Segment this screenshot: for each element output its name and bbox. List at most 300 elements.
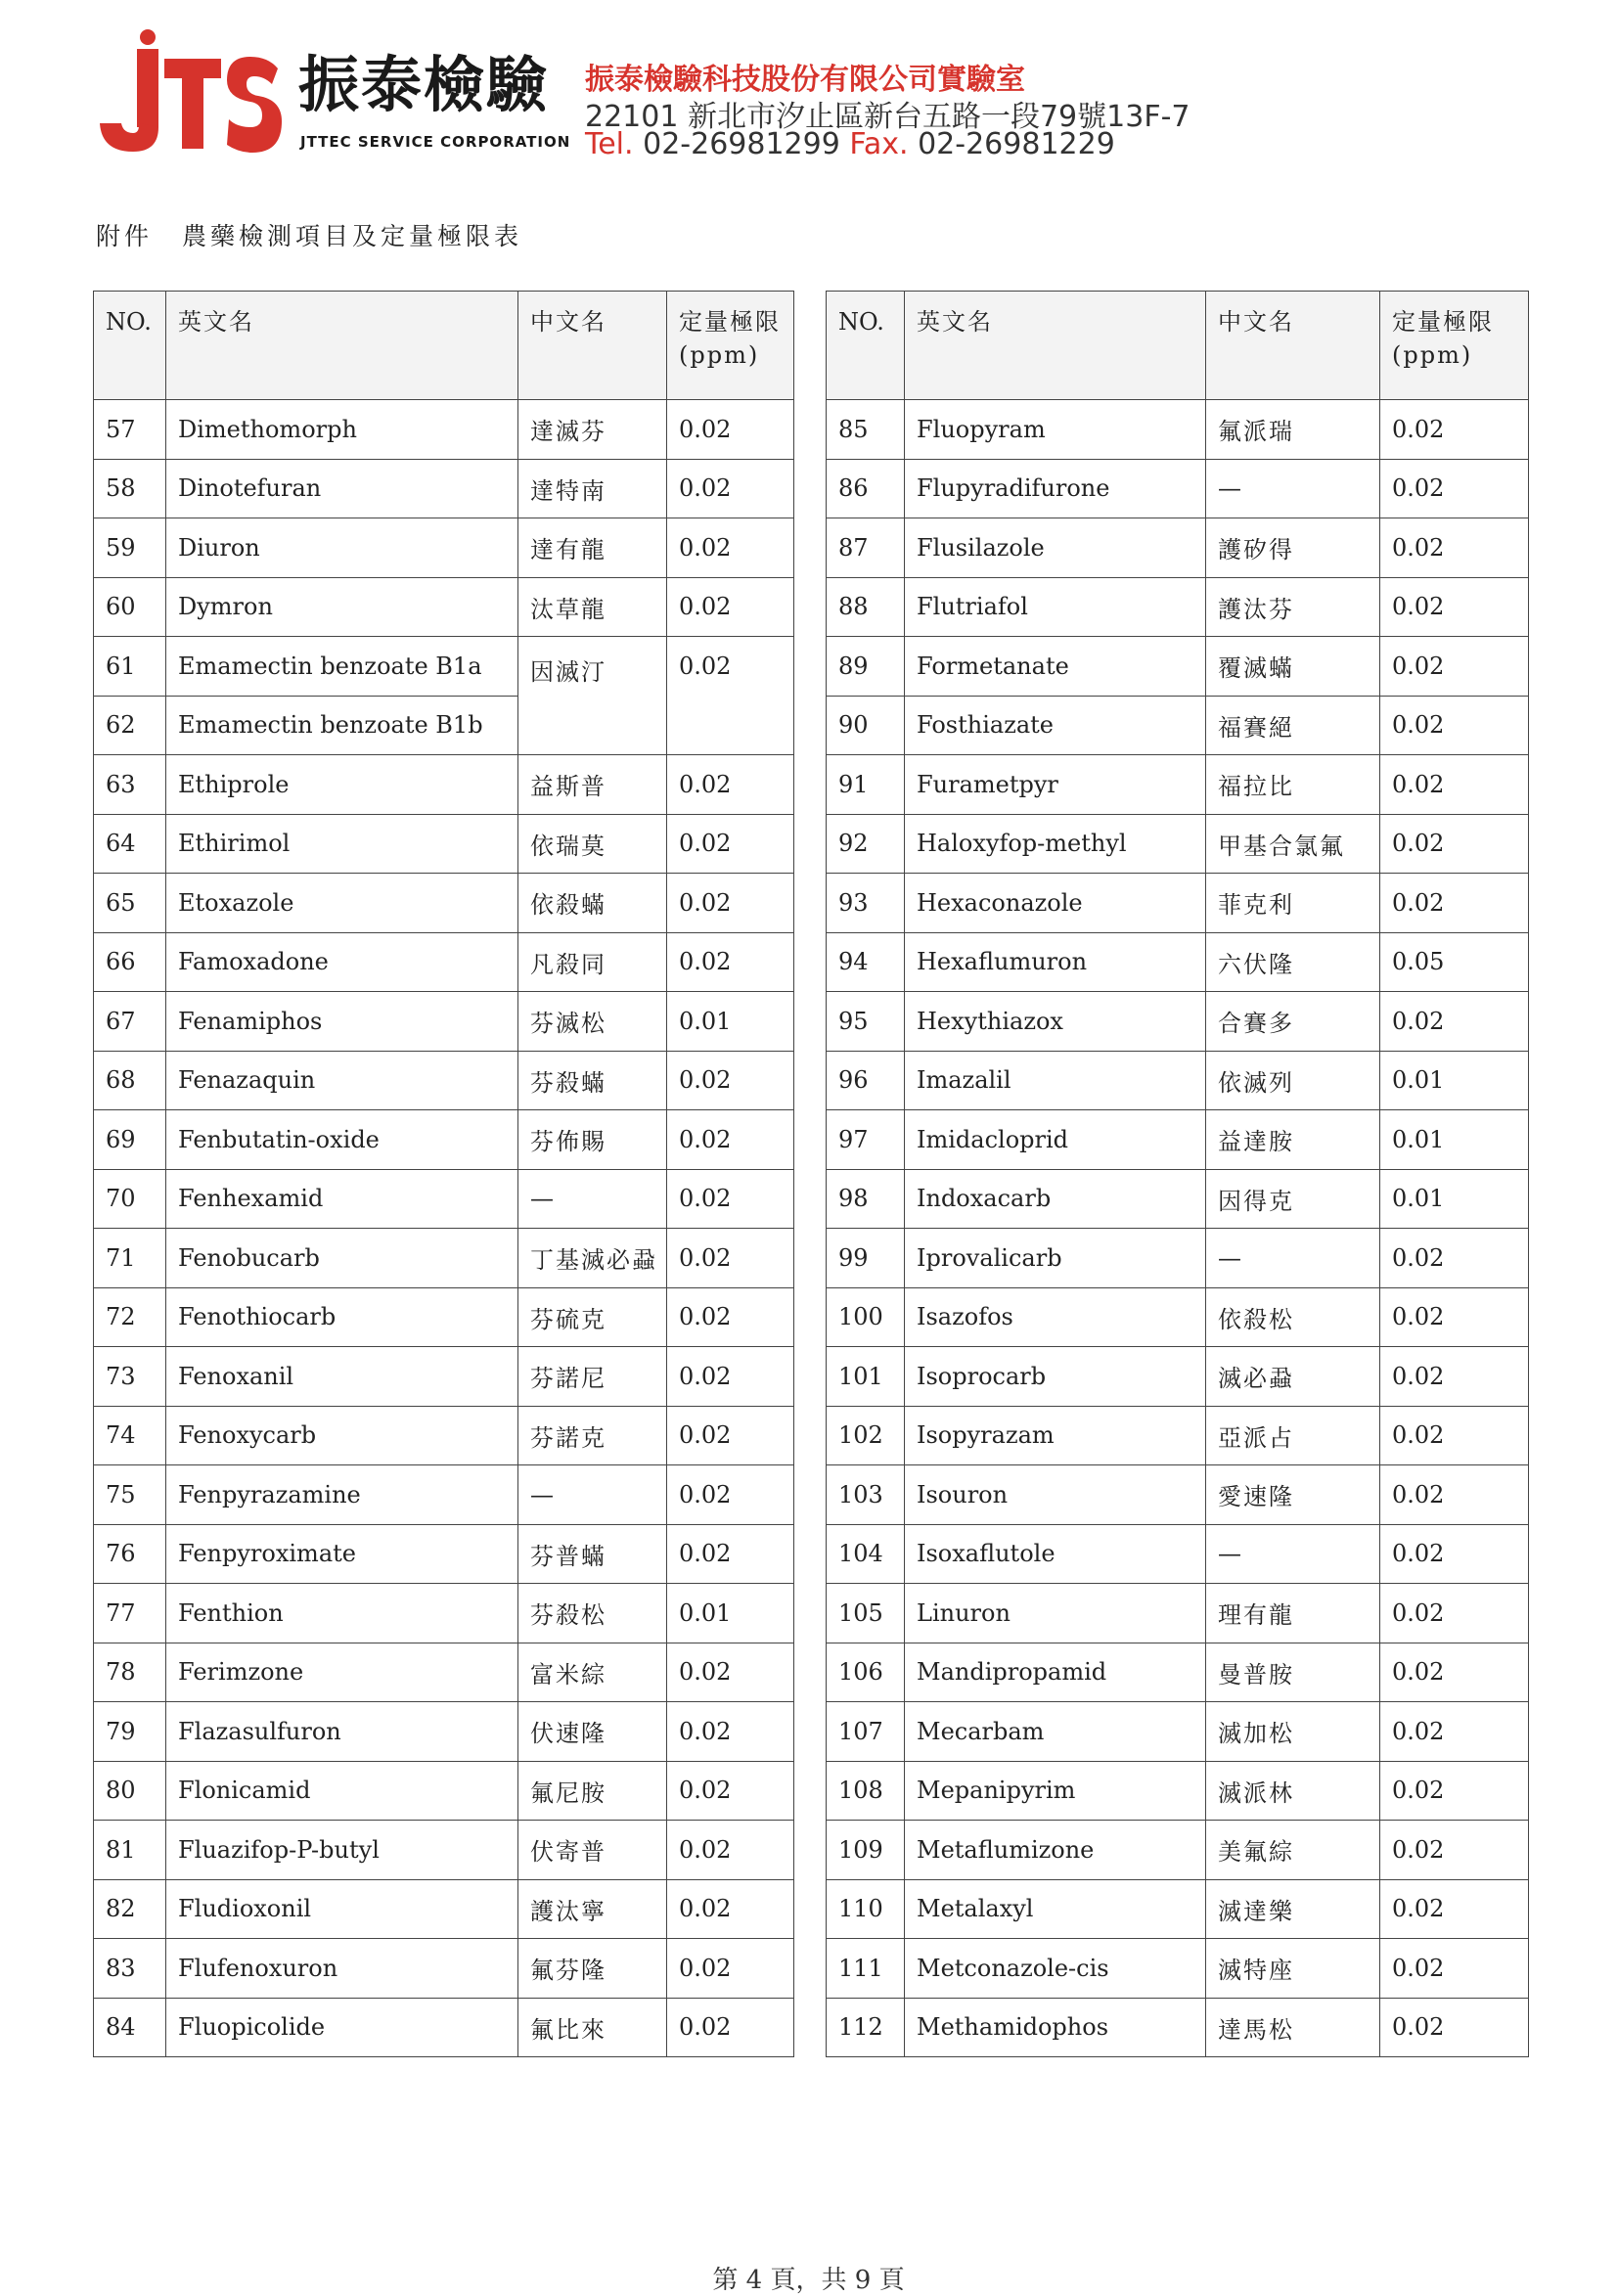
cell-quant-limit: 0.02 (1380, 577, 1529, 637)
cell-chinese-name: 依瑞莫 (518, 814, 667, 874)
table-row (827, 1879, 1529, 1939)
cell-chinese-name: 護汰芬 (1206, 577, 1380, 637)
cell-chinese-name: 凡殺同 (518, 932, 667, 992)
cell-quant-limit: 0.02 (1380, 1821, 1529, 1880)
cell-english-name: Iprovalicarb (905, 1229, 1206, 1288)
cell-english-name: Isoprocarb (905, 1347, 1206, 1407)
header-quant-limit (667, 292, 794, 400)
cell-english-name: Hexaconazole (905, 874, 1206, 933)
cell-chinese-name: 愛速隆 (1206, 1465, 1380, 1525)
table-row (827, 400, 1529, 460)
table-row (94, 1229, 794, 1288)
cell-no: 111 (827, 1939, 905, 1999)
cell-english-name: Flonicamid (166, 1761, 518, 1821)
cell-chinese-name: 氟派瑞 (1206, 400, 1380, 460)
cell-english-name: Isazofos (905, 1287, 1206, 1347)
cell-no: 84 (94, 1998, 166, 2057)
cell-no: 73 (94, 1347, 166, 1407)
cell-english-name: Fenobucarb (166, 1229, 518, 1288)
cell-english-name: Fluazifop-P-butyl (166, 1821, 518, 1880)
pesticide-table-right (826, 291, 1529, 2057)
header-limit-label: 定量極限 (679, 308, 781, 336)
cell-quant-limit: 0.01 (1380, 1110, 1529, 1170)
cell-english-name: Fenthion (166, 1584, 518, 1643)
table-row (94, 1406, 794, 1465)
cell-quant-limit: 0.02 (1380, 696, 1529, 755)
table-row (94, 1998, 794, 2057)
cell-no: 100 (827, 1287, 905, 1347)
cell-quant-limit: 0.02 (667, 1465, 794, 1525)
cell-chinese-name: 芬普蟎 (518, 1524, 667, 1584)
title-prefix: 附件 (96, 222, 154, 250)
table-row (94, 400, 794, 460)
cell-quant-limit: 0.02 (667, 1998, 794, 2057)
cell-english-name: Hexythiazox (905, 992, 1206, 1052)
cell-english-name: Ethiprole (166, 755, 518, 815)
cell-english-name: Metalaxyl (905, 1879, 1206, 1939)
cell-english-name: Dimethomorph (166, 400, 518, 460)
cell-chinese-name: 滅派林 (1206, 1761, 1380, 1821)
lab-name: 振泰檢驗科技股份有限公司實驗室 (585, 63, 1025, 97)
cell-chinese-name: 依殺松 (1206, 1287, 1380, 1347)
cell-quant-limit: 0.02 (667, 1643, 794, 1702)
pesticide-table-left (93, 291, 794, 2057)
contact-line (585, 127, 1115, 161)
cell-english-name: Isouron (905, 1465, 1206, 1525)
cell-english-name: Flutriafol (905, 577, 1206, 637)
tel-label: Tel. (585, 127, 634, 161)
cell-english-name: Famoxadone (166, 932, 518, 992)
cell-no: 102 (827, 1406, 905, 1465)
cell-chinese-name: 丁基滅必蝨 (518, 1229, 667, 1288)
table-row (827, 1821, 1529, 1880)
cell-quant-limit: 0.02 (1380, 1229, 1529, 1288)
cell-english-name: Dinotefuran (166, 459, 518, 518)
header-limit-label: 定量極限 (1392, 308, 1494, 336)
table-row (94, 1702, 794, 1762)
cell-no: 69 (94, 1110, 166, 1170)
cell-quant-limit: 0.02 (667, 1702, 794, 1762)
cell-no: 80 (94, 1761, 166, 1821)
cell-no: 61 (94, 637, 166, 697)
header-english-name: 英文名 (166, 292, 518, 400)
table-row (94, 1643, 794, 1702)
cell-english-name: Fluopicolide (166, 1998, 518, 2057)
cell-no: 108 (827, 1761, 905, 1821)
cell-quant-limit: 0.02 (667, 1879, 794, 1939)
cell-quant-limit: 0.02 (1380, 518, 1529, 578)
cell-chinese-name: 覆滅蟎 (1206, 637, 1380, 697)
cell-no: 62 (94, 696, 166, 755)
cell-chinese-name: 芬諾克 (518, 1406, 667, 1465)
cell-no: 76 (94, 1524, 166, 1584)
cell-english-name: Imazalil (905, 1051, 1206, 1110)
cell-quant-limit: 0.02 (667, 637, 794, 755)
cell-no: 83 (94, 1939, 166, 1999)
table-row (94, 1347, 794, 1407)
cell-english-name: Mandipropamid (905, 1643, 1206, 1702)
table-row (827, 1584, 1529, 1643)
cell-no: 67 (94, 992, 166, 1052)
cell-english-name: Fenamiphos (166, 992, 518, 1052)
cell-no: 99 (827, 1229, 905, 1288)
fax-label: Fax. (849, 127, 909, 161)
header-chinese-name: 中文名 (1206, 292, 1380, 400)
table-row (94, 577, 794, 637)
cell-chinese-name: 滅特座 (1206, 1939, 1380, 1999)
cell-english-name: Fludioxonil (166, 1879, 518, 1939)
table-row (94, 518, 794, 578)
cell-no: 104 (827, 1524, 905, 1584)
table-row (94, 1879, 794, 1939)
cell-quant-limit: 0.02 (667, 1761, 794, 1821)
cell-english-name: Fenhexamid (166, 1169, 518, 1229)
header-limit-unit: (ppm) (679, 341, 760, 369)
table-row (827, 932, 1529, 992)
cell-no: 87 (827, 518, 905, 578)
cell-chinese-name: 芬殺松 (518, 1584, 667, 1643)
header-quant-limit (1380, 292, 1529, 400)
cell-chinese-name: — (1206, 459, 1380, 518)
cell-no: 60 (94, 577, 166, 637)
cell-chinese-name: 依殺蟎 (518, 874, 667, 933)
cell-no: 71 (94, 1229, 166, 1288)
cell-quant-limit: 0.02 (1380, 874, 1529, 933)
cell-english-name: Emamectin benzoate B1b (166, 696, 518, 755)
cell-chinese-name: 益斯普 (518, 755, 667, 815)
table-row (827, 1465, 1529, 1525)
table-row (94, 874, 794, 933)
cell-quant-limit: 0.02 (667, 400, 794, 460)
table-row (827, 1643, 1529, 1702)
cell-no: 105 (827, 1584, 905, 1643)
cell-no: 85 (827, 400, 905, 460)
table-row (827, 1406, 1529, 1465)
cell-no: 91 (827, 755, 905, 815)
cell-chinese-name: — (518, 1169, 667, 1229)
cell-quant-limit: 0.02 (667, 1347, 794, 1407)
cell-chinese-name: 芬殺蟎 (518, 1051, 667, 1110)
header-chinese-name: 中文名 (518, 292, 667, 400)
table-row (827, 1110, 1529, 1170)
table-row (827, 1524, 1529, 1584)
cell-chinese-name: — (1206, 1524, 1380, 1584)
cell-chinese-name: 菲克利 (1206, 874, 1380, 933)
cell-chinese-name: 護汰寧 (518, 1879, 667, 1939)
table-row (827, 992, 1529, 1052)
table-row (827, 1998, 1529, 2057)
table-row (94, 1761, 794, 1821)
table-row (94, 1465, 794, 1525)
table-row (827, 577, 1529, 637)
cell-english-name: Metaflumizone (905, 1821, 1206, 1880)
table-row (94, 1169, 794, 1229)
cell-no: 90 (827, 696, 905, 755)
cell-english-name: Flazasulfuron (166, 1702, 518, 1762)
title-text: 農藥檢測項目及定量極限表 (182, 222, 523, 250)
cell-chinese-name: 美氟綜 (1206, 1821, 1380, 1880)
table-row (827, 1169, 1529, 1229)
header-no: NO. (827, 292, 905, 400)
cell-quant-limit: 0.02 (667, 1821, 794, 1880)
cell-quant-limit: 0.05 (1380, 932, 1529, 992)
cell-english-name: Flupyradifurone (905, 459, 1206, 518)
cell-english-name: Metconazole-cis (905, 1939, 1206, 1999)
cell-quant-limit: 0.02 (667, 932, 794, 992)
cell-no: 112 (827, 1998, 905, 2057)
cell-no: 65 (94, 874, 166, 933)
cell-english-name: Ethirimol (166, 814, 518, 874)
cell-english-name: Fenbutatin-oxide (166, 1110, 518, 1170)
table-header-row (827, 292, 1529, 400)
header-no: NO. (94, 292, 166, 400)
cell-no: 88 (827, 577, 905, 637)
cell-no: 98 (827, 1169, 905, 1229)
cell-chinese-name: 達滅芬 (518, 400, 667, 460)
cell-english-name: Fenothiocarb (166, 1287, 518, 1347)
cell-english-name: Fenazaquin (166, 1051, 518, 1110)
table-row (827, 874, 1529, 933)
cell-quant-limit: 0.02 (1380, 1879, 1529, 1939)
cell-no: 57 (94, 400, 166, 460)
company-name-en: JTTEC SERVICE CORPORATION (300, 133, 571, 151)
cell-chinese-name: 福賽絕 (1206, 696, 1380, 755)
table-row (827, 1702, 1529, 1762)
company-address: 22101 新北市汐止區新台五路一段79號13F-7 (585, 100, 1190, 134)
cell-no: 94 (827, 932, 905, 992)
cell-no: 79 (94, 1702, 166, 1762)
cell-english-name: Imidacloprid (905, 1110, 1206, 1170)
header-limit-unit: (ppm) (1392, 341, 1473, 369)
cell-quant-limit: 0.02 (1380, 992, 1529, 1052)
cell-quant-limit: 0.02 (1380, 637, 1529, 697)
cell-english-name: Haloxyfop-methyl (905, 814, 1206, 874)
cell-chinese-name: 理有龍 (1206, 1584, 1380, 1643)
cell-quant-limit: 0.02 (1380, 1761, 1529, 1821)
cell-chinese-name: 氟比來 (518, 1998, 667, 2057)
company-name-cn: 振泰檢驗 (298, 49, 550, 120)
cell-english-name: Fenoxycarb (166, 1406, 518, 1465)
cell-chinese-name: 滅達樂 (1206, 1879, 1380, 1939)
cell-english-name: Furametpyr (905, 755, 1206, 815)
cell-quant-limit: 0.02 (667, 1110, 794, 1170)
cell-no: 109 (827, 1821, 905, 1880)
cell-chinese-name: 達馬松 (1206, 1998, 1380, 2057)
cell-no: 66 (94, 932, 166, 992)
cell-no: 70 (94, 1169, 166, 1229)
cell-english-name: Fenpyroximate (166, 1524, 518, 1584)
table-row (94, 1821, 794, 1880)
cell-english-name: Fenoxanil (166, 1347, 518, 1407)
table-row (94, 1287, 794, 1347)
tel-number: 02-26981299 (643, 127, 840, 161)
table-row (94, 637, 794, 697)
cell-english-name: Dymron (166, 577, 518, 637)
cell-english-name: Emamectin benzoate B1a (166, 637, 518, 697)
cell-no: 77 (94, 1584, 166, 1643)
company-logo (96, 29, 282, 157)
cell-chinese-name: 達有龍 (518, 518, 667, 578)
table-row (94, 459, 794, 518)
cell-quant-limit: 0.02 (667, 1169, 794, 1229)
table-row (827, 1939, 1529, 1999)
cell-quant-limit: 0.02 (1380, 1584, 1529, 1643)
cell-quant-limit: 0.02 (1380, 1524, 1529, 1584)
table-row (94, 1584, 794, 1643)
cell-english-name: Fluopyram (905, 400, 1206, 460)
table-row (94, 1939, 794, 1999)
cell-chinese-name: 益達胺 (1206, 1110, 1380, 1170)
cell-chinese-name: 氟尼胺 (518, 1761, 667, 1821)
cell-no: 75 (94, 1465, 166, 1525)
cell-quant-limit: 0.02 (667, 1406, 794, 1465)
table-row (827, 518, 1529, 578)
table-header-row (94, 292, 794, 400)
header-english-name: 英文名 (905, 292, 1206, 400)
cell-quant-limit: 0.02 (1380, 1465, 1529, 1525)
cell-english-name: Isopyrazam (905, 1406, 1206, 1465)
cell-quant-limit: 0.02 (667, 1229, 794, 1288)
cell-no: 64 (94, 814, 166, 874)
cell-no: 82 (94, 1879, 166, 1939)
cell-quant-limit: 0.02 (1380, 1643, 1529, 1702)
cell-no: 107 (827, 1702, 905, 1762)
cell-chinese-name: 依滅列 (1206, 1051, 1380, 1110)
cell-no: 96 (827, 1051, 905, 1110)
cell-chinese-name: 六伏隆 (1206, 932, 1380, 992)
cell-english-name: Flusilazole (905, 518, 1206, 578)
cell-chinese-name: — (518, 1465, 667, 1525)
cell-quant-limit: 0.02 (1380, 400, 1529, 460)
table-row (94, 1110, 794, 1170)
cell-english-name: Methamidophos (905, 1998, 1206, 2057)
table-row (827, 637, 1529, 697)
cell-no: 103 (827, 1465, 905, 1525)
table-row (827, 1051, 1529, 1110)
cell-english-name: Mecarbam (905, 1702, 1206, 1762)
cell-quant-limit: 0.02 (1380, 1998, 1529, 2057)
cell-quant-limit: 0.02 (1380, 1406, 1529, 1465)
cell-quant-limit: 0.02 (667, 814, 794, 874)
cell-quant-limit: 0.02 (667, 577, 794, 637)
cell-quant-limit: 0.02 (1380, 459, 1529, 518)
cell-no: 78 (94, 1643, 166, 1702)
table-row (827, 755, 1529, 815)
cell-no: 86 (827, 459, 905, 518)
cell-quant-limit: 0.02 (1380, 1347, 1529, 1407)
cell-no: 59 (94, 518, 166, 578)
table-row (827, 1761, 1529, 1821)
cell-english-name: Isoxaflutole (905, 1524, 1206, 1584)
cell-quant-limit: 0.01 (1380, 1051, 1529, 1110)
cell-no: 74 (94, 1406, 166, 1465)
cell-chinese-name: 芬佈賜 (518, 1110, 667, 1170)
cell-chinese-name: — (1206, 1229, 1380, 1288)
cell-quant-limit: 0.02 (667, 874, 794, 933)
cell-quant-limit: 0.02 (667, 1939, 794, 1999)
table-row (94, 755, 794, 815)
cell-quant-limit: 0.02 (1380, 1287, 1529, 1347)
cell-quant-limit: 0.02 (667, 1524, 794, 1584)
cell-chinese-name: 曼普胺 (1206, 1643, 1380, 1702)
cell-quant-limit: 0.02 (1380, 1939, 1529, 1999)
cell-english-name: Flufenoxuron (166, 1939, 518, 1999)
table-row (94, 992, 794, 1052)
cell-chinese-name: 伏速隆 (518, 1702, 667, 1762)
cell-quant-limit: 0.02 (667, 518, 794, 578)
cell-no: 97 (827, 1110, 905, 1170)
cell-chinese-name: 福拉比 (1206, 755, 1380, 815)
cell-english-name: Hexaflumuron (905, 932, 1206, 992)
table-row (94, 1524, 794, 1584)
cell-chinese-name: 富米綜 (518, 1643, 667, 1702)
cell-no: 106 (827, 1643, 905, 1702)
cell-english-name: Formetanate (905, 637, 1206, 697)
cell-no: 72 (94, 1287, 166, 1347)
cell-chinese-name: 合賽多 (1206, 992, 1380, 1052)
document-title (96, 217, 522, 252)
cell-no: 63 (94, 755, 166, 815)
cell-chinese-name: 氟芬隆 (518, 1939, 667, 1999)
cell-english-name: Fosthiazate (905, 696, 1206, 755)
cell-quant-limit: 0.01 (1380, 1169, 1529, 1229)
table-row (827, 1229, 1529, 1288)
cell-english-name: Mepanipyrim (905, 1761, 1206, 1821)
cell-chinese-name: 因滅汀 (518, 637, 667, 755)
cell-chinese-name: 甲基合氯氟 (1206, 814, 1380, 874)
cell-english-name: Indoxacarb (905, 1169, 1206, 1229)
table-row (827, 814, 1529, 874)
table-row (94, 1051, 794, 1110)
table-row (827, 459, 1529, 518)
cell-english-name: Linuron (905, 1584, 1206, 1643)
table-row (827, 1347, 1529, 1407)
cell-quant-limit: 0.01 (667, 1584, 794, 1643)
cell-chinese-name: 芬硫克 (518, 1287, 667, 1347)
cell-no: 68 (94, 1051, 166, 1110)
cell-quant-limit: 0.02 (1380, 1702, 1529, 1762)
cell-no: 58 (94, 459, 166, 518)
cell-english-name: Ferimzone (166, 1643, 518, 1702)
cell-chinese-name: 滅必蝨 (1206, 1347, 1380, 1407)
cell-no: 92 (827, 814, 905, 874)
cell-chinese-name: 護矽得 (1206, 518, 1380, 578)
cell-english-name: Etoxazole (166, 874, 518, 933)
cell-chinese-name: 亞派占 (1206, 1406, 1380, 1465)
cell-chinese-name: 達特南 (518, 459, 667, 518)
table-row (827, 1287, 1529, 1347)
cell-no: 89 (827, 637, 905, 697)
cell-no: 110 (827, 1879, 905, 1939)
table-row (94, 932, 794, 992)
cell-no: 95 (827, 992, 905, 1052)
table-row (94, 814, 794, 874)
cell-chinese-name: 因得克 (1206, 1169, 1380, 1229)
cell-quant-limit: 0.02 (1380, 755, 1529, 815)
cell-quant-limit: 0.01 (667, 992, 794, 1052)
cell-chinese-name: 芬滅松 (518, 992, 667, 1052)
cell-chinese-name: 汰草龍 (518, 577, 667, 637)
cell-english-name: Diuron (166, 518, 518, 578)
table-row (827, 696, 1529, 755)
cell-quant-limit: 0.02 (667, 1051, 794, 1110)
cell-quant-limit: 0.02 (667, 1287, 794, 1347)
cell-quant-limit: 0.02 (1380, 814, 1529, 874)
cell-chinese-name: 滅加松 (1206, 1702, 1380, 1762)
fax-number: 02-26981229 (918, 127, 1115, 161)
cell-quant-limit: 0.02 (667, 459, 794, 518)
cell-chinese-name: 伏寄普 (518, 1821, 667, 1880)
